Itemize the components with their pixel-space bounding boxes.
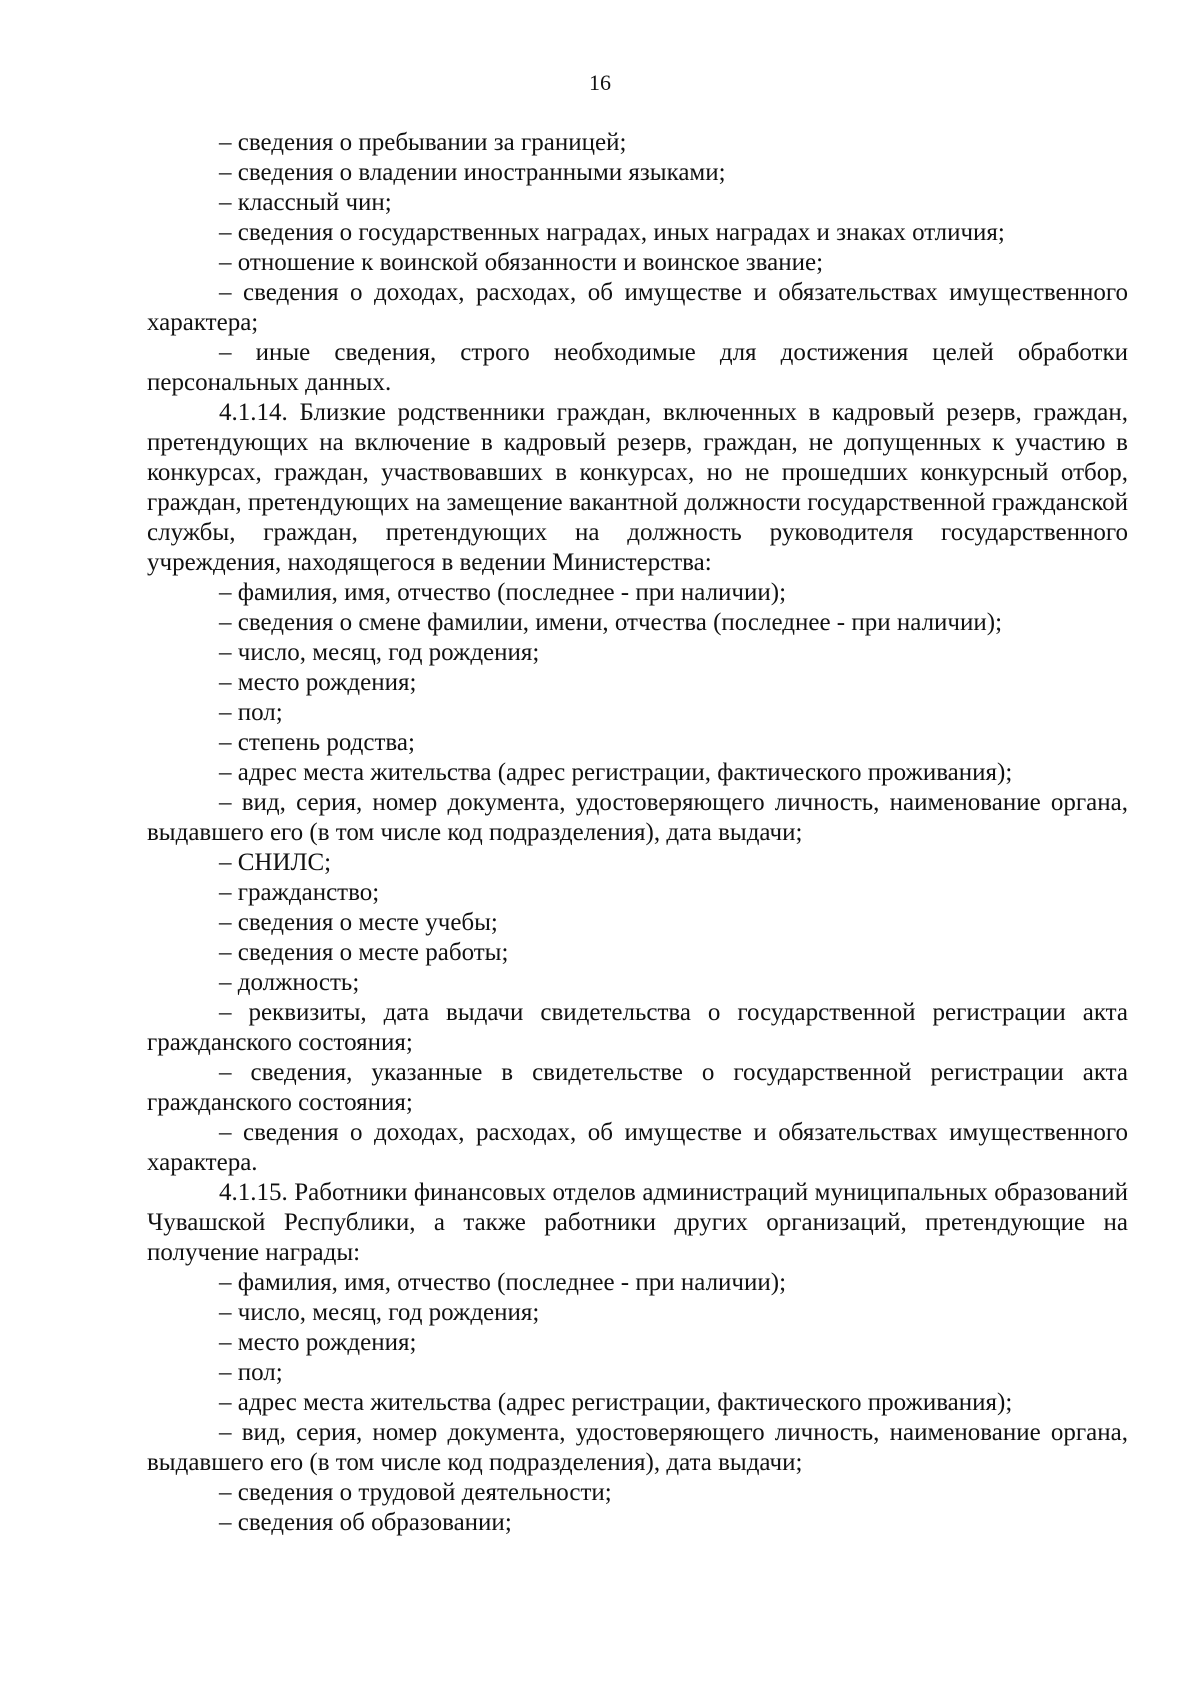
- list-item: – сведения о месте учебы;: [219, 909, 498, 936]
- list-item: – отношение к воинской обязанности и воинское звание;: [219, 249, 824, 276]
- list-item: – сведения о доходах, расходах, об имуществе и обязательствах имущественного характера.: [147, 1119, 1128, 1176]
- section-paragraph-4-1-15: 4.1.15. Работники финансовых отделов администраций муниципальных образований Чувашской Республики, а также работники других организаций, претендующие на получение награды:: [147, 1179, 1128, 1266]
- list-item: – сведения о доходах, расходах, об имуществе и обязательствах имущественного характера;: [147, 279, 1128, 336]
- list-item: – сведения о государственных наградах, иных наградах и знаках отличия;: [219, 219, 1005, 246]
- list-item: – место рождения;: [219, 669, 417, 696]
- page-number: 16: [589, 70, 611, 95]
- list-item: – число, месяц, год рождения;: [219, 1299, 540, 1326]
- list-item: – пол;: [219, 699, 283, 726]
- list-item: – сведения о месте работы;: [219, 939, 509, 966]
- list-item: – гражданство;: [219, 879, 380, 906]
- list-item: – сведения о владении иностранными языками;: [219, 159, 726, 186]
- list-item: – сведения о пребывании за границей;: [219, 129, 627, 156]
- list-item: – вид, серия, номер документа, удостоверяющего личность, наименование органа, выдавшего его (в том числе код подразделения), дата выдачи;: [147, 789, 1128, 846]
- list-item: – классный чин;: [219, 189, 392, 216]
- list-item: – сведения об образовании;: [219, 1509, 512, 1536]
- list-item: – реквизиты, дата выдачи свидетельства о государственной регистрации акта гражданского состояния;: [147, 999, 1128, 1056]
- list-item: – иные сведения, строго необходимые для достижения целей обработки персональных данных.: [147, 339, 1128, 396]
- list-item: – фамилия, имя, отчество (последнее - при наличии);: [219, 1269, 787, 1296]
- list-item: – адрес места жительства (адрес регистрации, фактического проживания);: [219, 759, 1013, 786]
- list-item: – должность;: [219, 969, 360, 996]
- section-paragraph-4-1-14: 4.1.14. Близкие родственники граждан, включенных в кадровый резерв, граждан, претендующих на включение в кадровый резерв, граждан, не допущенных к участию в конкурсах, граждан, участвовавших в конкурсах, но не прошедших конкурсный отбор, граждан, претендующих на замещение вакантной должности государственной гражданской службы, граждан, претендующих на должность руководителя государственного учреждения, находящегося в ведении Министерства:: [147, 399, 1128, 576]
- list-item: – число, месяц, год рождения;: [219, 639, 540, 666]
- list-item: – сведения, указанные в свидетельстве о государственной регистрации акта гражданского состояния;: [147, 1059, 1128, 1116]
- list-item: – фамилия, имя, отчество (последнее - при наличии);: [219, 579, 787, 606]
- list-item: – вид, серия, номер документа, удостоверяющего личность, наименование органа, выдавшего его (в том числе код подразделения), дата выдачи;: [147, 1419, 1128, 1476]
- list-item: – сведения о трудовой деятельности;: [219, 1479, 612, 1506]
- list-item: – адрес места жительства (адрес регистрации, фактического проживания);: [219, 1389, 1013, 1416]
- list-item: – сведения о смене фамилии, имени, отчества (последнее - при наличии);: [219, 609, 1003, 636]
- list-item: – СНИЛС;: [219, 849, 332, 876]
- list-item: – пол;: [219, 1359, 283, 1386]
- list-item: – степень родства;: [219, 729, 415, 756]
- list-item: – место рождения;: [219, 1329, 417, 1356]
- document-body: [147, 128, 1128, 1538]
